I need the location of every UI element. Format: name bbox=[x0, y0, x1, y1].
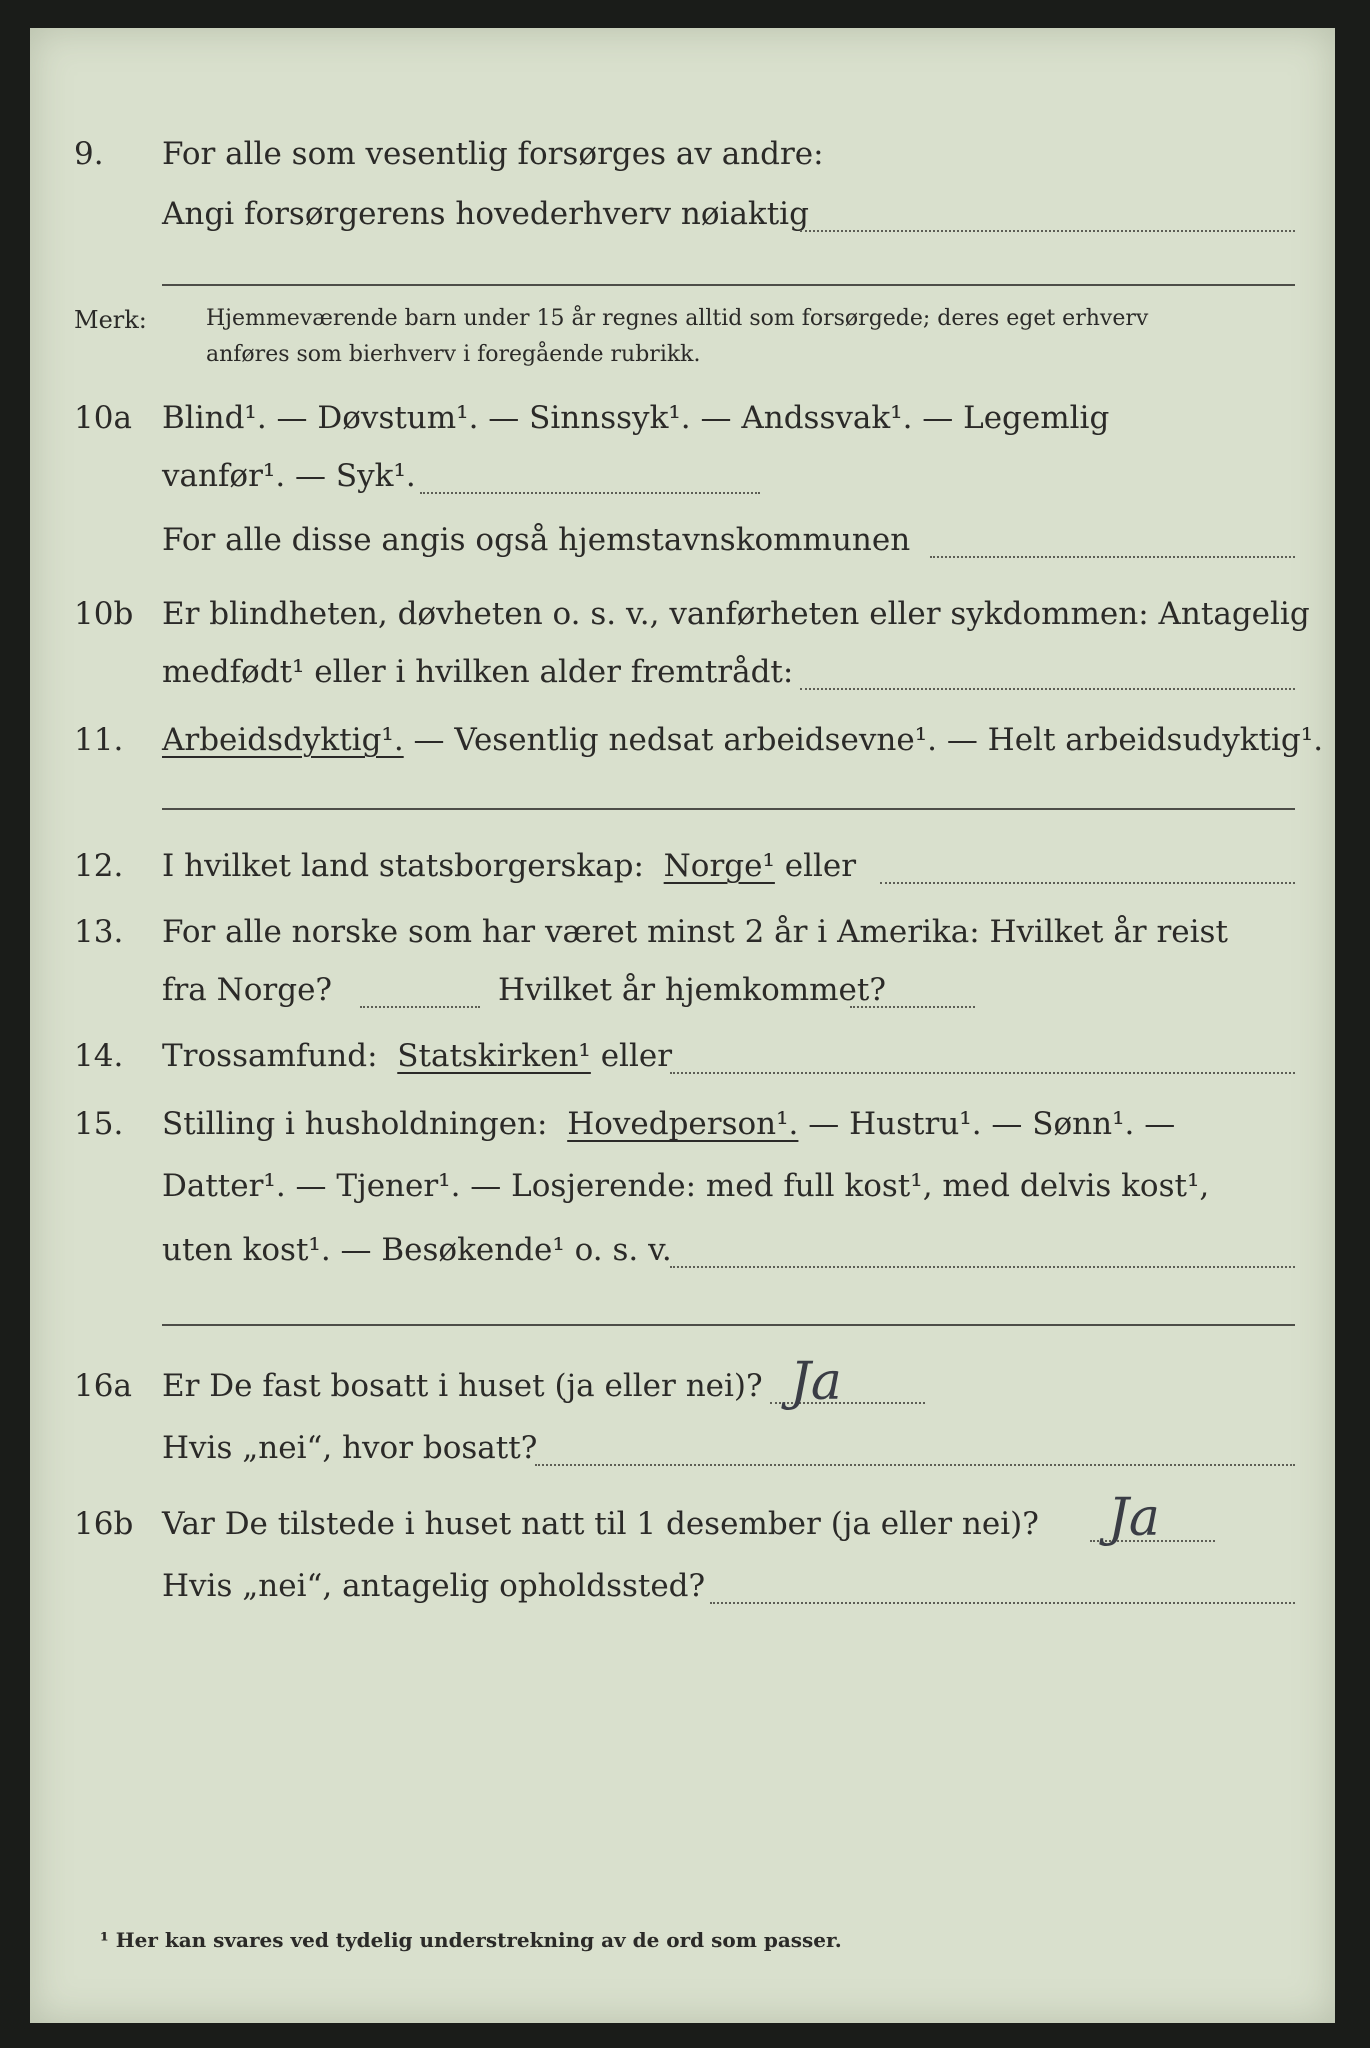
q16a-number: 16a bbox=[74, 1368, 132, 1404]
footnote: ¹ Her kan svares ved tydelig understrekning av de ord som passer. bbox=[100, 1928, 842, 1952]
merk-line1: Hjemmeværende barn under 15 år regnes alltid som forsørgede; deres eget erhverv bbox=[206, 306, 1149, 331]
q10a-row3 bbox=[30, 522, 1335, 578]
q13-row bbox=[30, 914, 1335, 970]
q10a-kommune-answer-line[interactable] bbox=[930, 556, 1295, 558]
q14-prefix: Trossamfund: bbox=[162, 1038, 378, 1074]
q15-line1 bbox=[162, 1106, 1175, 1142]
q11-option-arbeidsdyktig[interactable]: Arbeidsdyktig¹. bbox=[162, 722, 404, 758]
q10a-row2 bbox=[30, 458, 1335, 514]
q11-row bbox=[30, 722, 1335, 778]
q10b-row bbox=[30, 596, 1335, 652]
q13-line2a: fra Norge? bbox=[162, 972, 333, 1008]
q14-suffix: eller bbox=[590, 1038, 673, 1074]
q16a-row bbox=[30, 1352, 1335, 1424]
q12-number: 12. bbox=[74, 848, 124, 884]
q13-number: 13. bbox=[74, 914, 124, 950]
q12-suffix: eller bbox=[774, 848, 857, 884]
q16b-opholdssted-answer-line[interactable] bbox=[710, 1602, 1295, 1604]
q12-prefix: I hvilket land statsborgerskap: bbox=[162, 848, 644, 884]
q10a-line1: Blind¹. — Døvstum¹. — Sinnssyk¹. — Andssvak¹. — Legemlig bbox=[162, 400, 1110, 436]
q13-hjemkommet-answer-line[interactable] bbox=[850, 1006, 975, 1008]
q10a-number: 10a bbox=[74, 400, 132, 436]
q10b-line2: medfødt¹ eller i hvilken alder fremtrådt: bbox=[162, 654, 794, 690]
q15-line3[interactable]: uten kost¹. — Besøkende¹ o. s. v. bbox=[162, 1232, 672, 1268]
q14-answer-line[interactable] bbox=[670, 1072, 1295, 1074]
q12-row bbox=[30, 848, 1335, 904]
q16a-line1: Er De fast bosatt i huset (ja eller nei)? bbox=[162, 1368, 763, 1404]
q14-number: 14. bbox=[74, 1038, 124, 1074]
q9-row2 bbox=[30, 196, 1335, 252]
q11-other-options[interactable]: — Vesentlig nedsat arbeidsevne¹. — Helt arbeidsudyktig¹. bbox=[403, 722, 1324, 758]
q11-rule bbox=[162, 808, 1295, 810]
q15-answer-line[interactable] bbox=[670, 1266, 1295, 1268]
q15-line2[interactable]: Datter¹. — Tjener¹. — Losjerende: med full kost¹, med delvis kost¹, bbox=[162, 1168, 1210, 1204]
merk-note bbox=[30, 306, 1335, 386]
q15-line1-rest[interactable]: — Hustru¹. — Sønn¹. — bbox=[798, 1106, 1176, 1142]
q16a-line2: Hvis „nei“, hvor bosatt? bbox=[162, 1430, 538, 1466]
q9-answer-line[interactable] bbox=[800, 230, 1295, 232]
q15-row3 bbox=[30, 1232, 1335, 1288]
q10a-row bbox=[30, 400, 1335, 456]
q14-option-statskirken[interactable]: Statskirken¹ bbox=[397, 1038, 591, 1074]
q9-row bbox=[30, 136, 1335, 192]
q16b-line1: Var De tilstede i huset natt til 1 desember (ja eller nei)? bbox=[162, 1506, 1039, 1542]
q15-row2 bbox=[30, 1168, 1335, 1224]
q12-option-norge[interactable]: Norge¹ bbox=[663, 848, 775, 884]
q16b-number: 16b bbox=[74, 1506, 134, 1542]
q14-row bbox=[30, 1038, 1335, 1094]
q16b-line2: Hvis „nei“, antagelig opholdssted? bbox=[162, 1568, 706, 1604]
q13-line1: For alle norske som har været minst 2 år i Amerika: Hvilket år reist bbox=[162, 914, 1228, 950]
q15-prefix: Stilling i husholdningen: bbox=[162, 1106, 548, 1142]
q15-row bbox=[30, 1106, 1335, 1162]
q12-answer-line[interactable] bbox=[880, 882, 1295, 884]
q12-text bbox=[162, 848, 856, 884]
q16a-bosatt-answer-line[interactable] bbox=[535, 1464, 1295, 1466]
q9-number: 9. bbox=[74, 136, 104, 172]
q11-number: 11. bbox=[74, 722, 124, 758]
q10b-line1: Er blindheten, døvheten o. s. v., vanførheten eller sykdommen: Antagelig bbox=[162, 596, 1310, 632]
q15-number: 15. bbox=[74, 1106, 124, 1142]
q11-options bbox=[162, 722, 1323, 758]
q10b-number: 10b bbox=[74, 596, 134, 632]
q9-line1: For alle som vesentlig forsørges av andre: bbox=[162, 136, 824, 172]
q16a-handwritten-answer: Ja bbox=[790, 1352, 842, 1412]
census-form-page bbox=[30, 28, 1335, 2023]
q14-text bbox=[162, 1038, 672, 1074]
q10b-answer-line[interactable] bbox=[800, 688, 1295, 690]
q13-reist-answer-line[interactable] bbox=[360, 1006, 480, 1008]
q9-rule bbox=[162, 284, 1295, 286]
q10a-syk-answer-line[interactable] bbox=[420, 492, 760, 494]
q13-line2b: Hvilket år hjemkommet? bbox=[498, 972, 886, 1008]
q16b-row bbox=[30, 1488, 1335, 1562]
q9-line2: Angi forsørgerens hovederhverv nøiaktig bbox=[162, 196, 809, 232]
merk-line2: anføres som bierhverv i foregående rubrikk. bbox=[206, 342, 701, 367]
q16a-row2 bbox=[30, 1430, 1335, 1486]
q16b-handwritten-answer: Ja bbox=[1108, 1488, 1160, 1548]
q13-row2 bbox=[30, 972, 1335, 1028]
q10a-line2: vanfør¹. — Syk¹. bbox=[162, 458, 416, 494]
q16b-row2 bbox=[30, 1568, 1335, 1624]
q15-option-hovedperson[interactable]: Hovedperson¹. bbox=[567, 1106, 799, 1142]
merk-label: Merk: bbox=[74, 306, 147, 334]
q15-rule bbox=[162, 1324, 1295, 1326]
q10b-row2 bbox=[30, 654, 1335, 710]
q10a-line3: For alle disse angis også hjemstavnskommunen bbox=[162, 522, 911, 558]
